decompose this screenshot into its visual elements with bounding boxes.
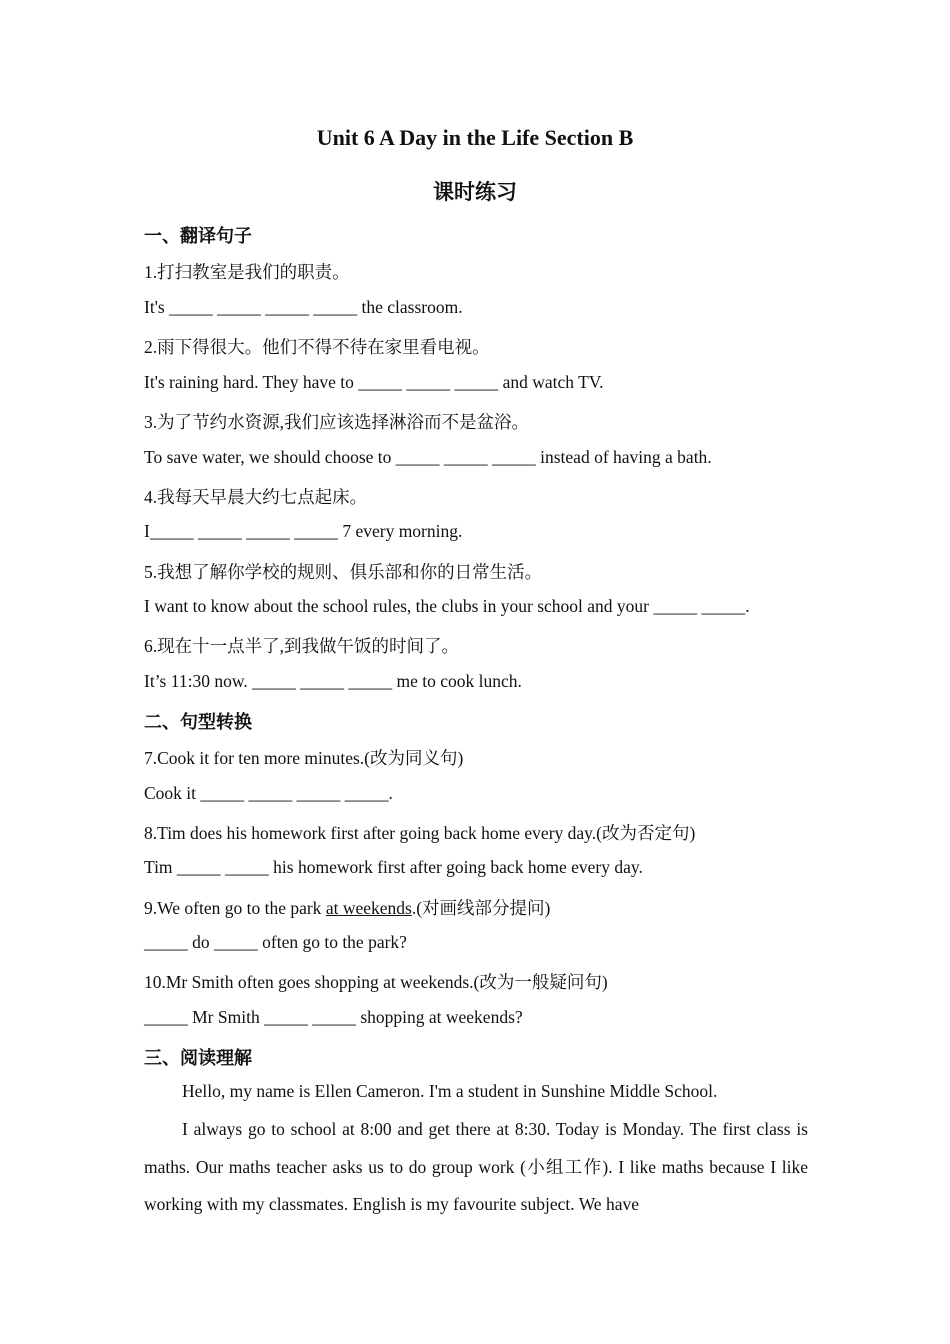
question-1-english: It's _____ _____ _____ _____ the classroom. <box>144 297 463 317</box>
question-10-answer: _____ Mr Smith _____ _____ shopping at weekends? <box>144 1007 523 1027</box>
question-9-suffix: .(对画线部分提问) <box>411 898 551 918</box>
question-2-chinese: 2.雨下得很大。他们不得不待在家里看电视。 <box>144 337 490 357</box>
page-subtitle: 课时练习 <box>433 180 517 204</box>
question-9 <box>144 895 550 920</box>
question-3-chinese: 3.为了节约水资源,我们应该选择淋浴而不是盆浴。 <box>144 412 529 432</box>
question-2-english: It's raining hard. They have to _____ _____ _____ and watch TV. <box>144 372 604 392</box>
question-8-answer: Tim _____ _____ his homework first after going back home every day. <box>144 857 643 877</box>
reading-paragraph-2: I always go to school at 8:00 and get there at 8:30. Today is Monday. The first class is maths. Our maths teacher asks us to do group work (小组工作). I like maths because I like working with my classmates. English is my favourite subject. We have <box>144 1119 808 1214</box>
question-10: 10.Mr Smith often goes shopping at weekends.(改为一般疑问句) <box>144 972 608 992</box>
section-heading-translate: 一、翻译句子 <box>144 226 252 246</box>
question-1-chinese: 1.打扫教室是我们的职责。 <box>144 262 350 282</box>
reading-paragraph-1: Hello, my name is Ellen Cameron. I'm a student in Sunshine Middle School. <box>182 1081 718 1101</box>
question-3-english: To save water, we should choose to _____ _____ _____ instead of having a bath. <box>144 447 712 467</box>
page-title: Unit 6 A Day in the Life Section B <box>316 125 634 150</box>
question-7: 7.Cook it for ten more minutes.(改为同义句) <box>144 748 464 768</box>
question-6-english: It’s 11:30 now. _____ _____ _____ me to cook lunch. <box>144 671 522 691</box>
question-9-answer: _____ do _____ often go to the park? <box>144 932 407 952</box>
question-4-english: I_____ _____ _____ _____ 7 every morning. <box>144 521 463 541</box>
section-heading-transform: 二、句型转换 <box>144 712 252 732</box>
question-9-prefix: 9.We often go to the park <box>144 898 326 918</box>
question-9-underlined: at weekends <box>325 898 412 918</box>
question-4-chinese: 4.我每天早晨大约七点起床。 <box>144 487 368 507</box>
section-heading-reading: 三、阅读理解 <box>144 1048 252 1068</box>
question-5-english: I want to know about the school rules, the clubs in your school and your _____ _____. <box>144 596 750 616</box>
question-6-chinese: 6.现在十一点半了,到我做午饭的时间了。 <box>144 636 459 656</box>
question-5-chinese: 5.我想了解你学校的规则、俱乐部和你的日常生活。 <box>144 562 543 582</box>
question-8: 8.Tim does his homework first after going back home every day.(改为否定句) <box>144 823 696 843</box>
question-7-answer: Cook it _____ _____ _____ _____. <box>144 783 393 803</box>
